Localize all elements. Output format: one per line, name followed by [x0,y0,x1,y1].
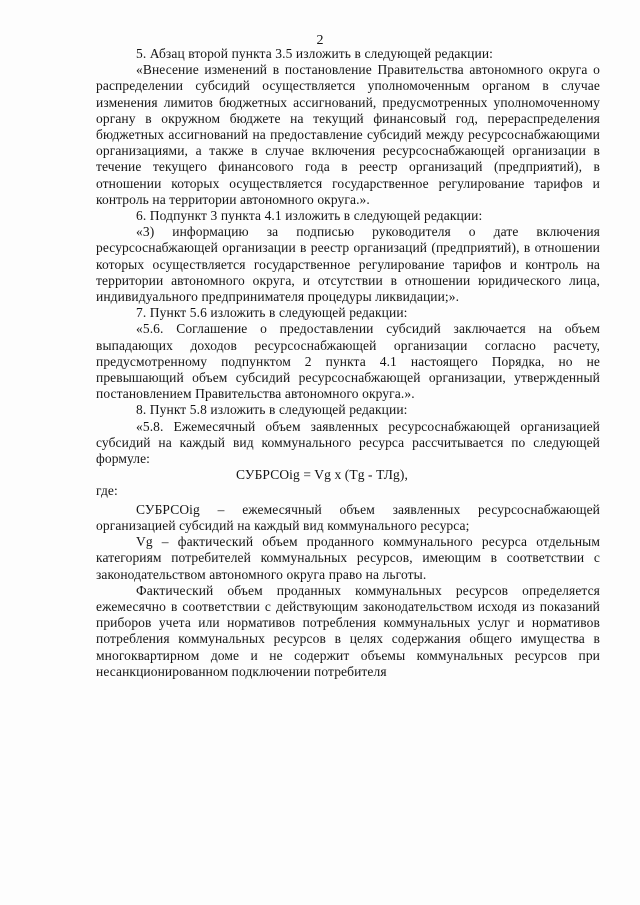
document-body [96,46,600,680]
definition-subrso: СУБРСОig – ежемесячный объем заявленных ресурсоснабжающей организацией субсидий на каждый вид коммунального ресурса; [96,501,600,533]
paragraph-item-5-heading: 5. Абзац второй пункта 3.5 изложить в следующей редакции: [136,46,494,61]
paragraph-item-7-heading: 7. Пункт 5.6 изложить в следующей редакции: [136,305,408,321]
paragraph-item-6-heading: 6. Подпункт 3 пункта 4.1 изложить в следующей редакции: [136,208,483,224]
definition-vg: Vg – фактический объем проданного коммунального ресурса отдельным категориям потребителей коммунальных ресурсов, имеющим в соответствии с законодательством автономного округа право на льготы. [96,534,600,582]
page-number: 2 [316,33,324,48]
paragraph-item-6-text: «3) информацию за подписью руководителя о дате включения ресурсоснабжающей организации в реестр организаций (предприятий), в отношении которых осуществляется государственное регулирование тарифов и контроль на территории автономного округа, и отсутствии в отношении юридического лица, индивидуального предпринимателя процедуры ликвидации;». [96,224,600,305]
paragraph-item-7-text: «5.6. Соглашение о предоставлении субсидий заключается на объем выпадающих доходов ресурсоснабжающей организации согласно расчету, предусмотренному подпунктом 2 пункта 4.1 настоящего Порядка, но не превышающий объем субсидий ресурсоснабжающей организации, утвержденный постановлением Правительства автономного округа.». [96,321,600,402]
paragraph-actual-volume: Фактический объем проданных коммунальных ресурсов определяется ежемесячно в соответствии с действующим законодательством исходя из показаний приборов учета или нормативов потребления коммунальных услуг и нормативов потребления коммунальных ресурсов в целях содержания общего имущества в многоквартирном доме и не содержит объемы коммунальных ресурсов при несанкционированном подключении потребителя [96,582,600,679]
formula-text: СУБРСОig = Vg x (Tg - ТЛg), [236,467,408,483]
paragraph-item-8-text: «5.8. Ежемесячный объем заявленных ресурсоснабжающей организацией субсидий на каждый вид коммунального ресурса рассчитывается по следующей формуле: [96,418,600,467]
paragraph-item-5-text: «Внесение изменений в постановление Правительства автономного округа о распределении субсидий осуществляется уполномоченным органом в случае изменения лимитов бюджетных ассигнований, предусмотренных уполномоченному органу в окружном бюджете на текущий финансовый год, перераспределения бюджетных ассигнований на предоставление субсидий между ресурсоснабжающими организациями, а также в случае включения ресурсоснабжающей организации в течение текущего финансового года в реестр организаций (предприятий), в отношении которых осуществляется государственное регулирование тарифов и контроль на территории автономного округа.». [96,62,600,207]
paragraph-item-8-heading: 8. Пункт 5.8 изложить в следующей редакции: [136,402,408,418]
where-label: где: [96,483,118,499]
formula [96,467,600,483]
